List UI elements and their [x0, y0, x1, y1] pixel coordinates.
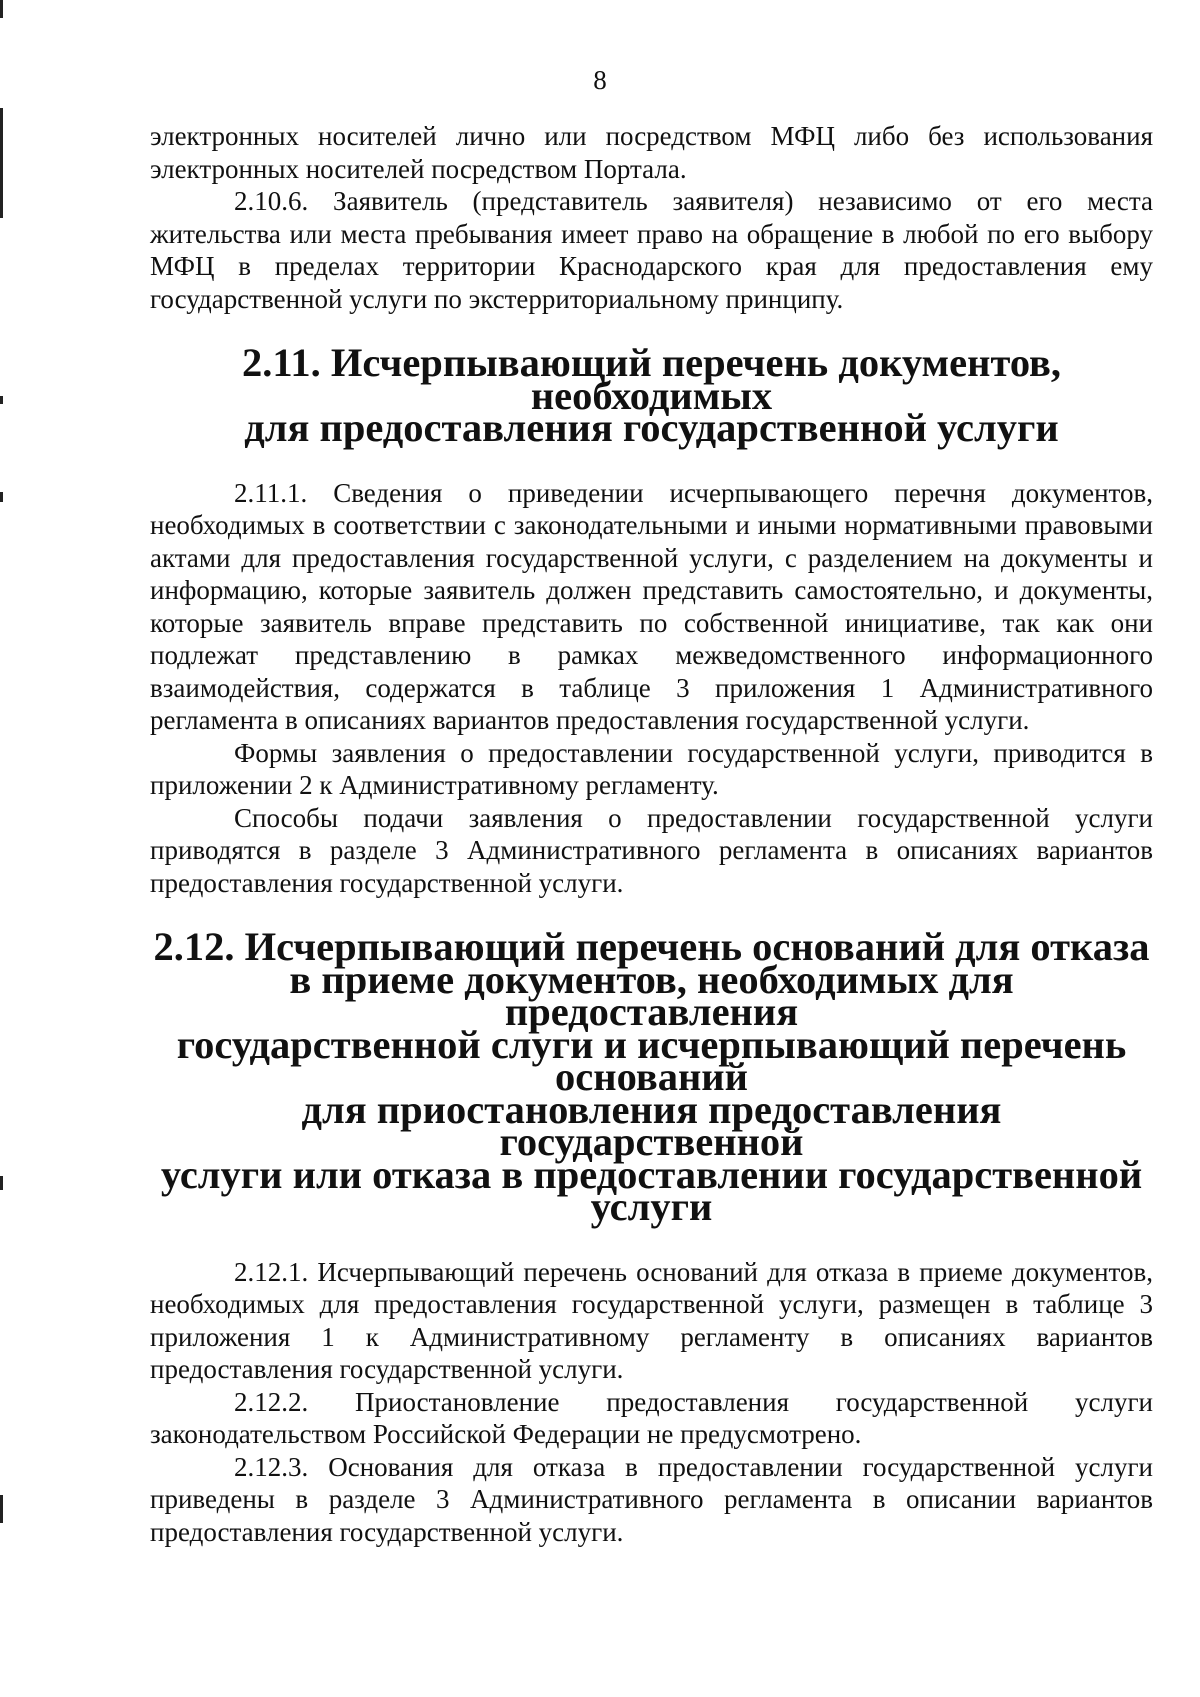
paragraph-2-10-6: 2.10.6. Заявитель (представитель заявителя) независимо от его места жительства или места пребывания имеет право на обращение в любой по его выбору МФЦ в пределах территории Краснодарского края для предоставления ему государственной услуги по экстерриториальному принципу.	[150, 186, 1153, 314]
scan-edge-mark	[0, 0, 3, 18]
heading-line: государственной слуги и исчерпывающий перечень оснований	[176, 1021, 1127, 1099]
heading-line: в приеме документов, необходимых для предоставления	[289, 956, 1014, 1034]
document-body	[150, 120, 1153, 1548]
paragraph-submission-methods: Способы подачи заявления о предоставлении государственной услуги приводятся в разделе 3 Административного регламента в описаниях вариантов предоставления государственной услуги.	[150, 802, 1153, 898]
heading-line: для приостановления предоставления государственной	[301, 1086, 1002, 1164]
scan-edge-mark	[0, 492, 3, 502]
paragraph-continuation: электронных носителей лично или посредством МФЦ либо без использования электронных носителей посредством Портала.	[150, 121, 1153, 184]
heading-line: для предоставления государственной услуги	[244, 405, 1059, 450]
scan-edge-mark	[0, 1176, 3, 1190]
scan-edge-mark	[0, 1495, 3, 1523]
paragraph-2-11-1: 2.11.1. Сведения о приведении исчерпывающего перечня документов, необходимых в соответствии с законодательными и иными нормативными правовыми актами для предоставления государственной услуги, с разделением на документы и информацию, которые заявитель должен представить самостоятельно, и документы, которые заявитель вправе представить по собственной инициативе, так как они подлежат представлению в рамках межведомственного информационного взаимодействия, содержатся в таблице 3 приложения 1 Административного регламента в описаниях вариантов предоставления государственной услуги.	[150, 477, 1153, 735]
heading-line: услуги или отказа в предоставлении государственной услуги	[160, 1151, 1143, 1229]
section-heading-2-11	[150, 340, 1153, 450]
section-heading-2-12	[150, 924, 1153, 1229]
heading-line: 2.11. Исчерпывающий перечень документов, необходимых	[241, 340, 1062, 418]
paragraph-2-12-3: 2.12.3. Основания для отказа в предоставлении государственной услуги приведены в разделе 3 Административного регламента в описании вариантов предоставления государственной услуги.	[150, 1451, 1153, 1547]
page-number: 8	[593, 65, 607, 95]
scan-edge-mark	[0, 396, 3, 404]
paragraph-forms: Формы заявления о предоставлении государственной услуги, приводится в приложении 2 к Административному регламенту.	[150, 737, 1153, 800]
heading-line: 2.12. Исчерпывающий перечень оснований для отказа	[153, 924, 1150, 969]
paragraph-2-12-2: 2.12.2. Приостановление предоставления государственной услуги законодательством Российской Федерации не предусмотрено.	[150, 1386, 1153, 1449]
scan-edge-mark	[0, 108, 3, 218]
paragraph-2-12-1: 2.12.1. Исчерпывающий перечень оснований для отказа в приеме документов, необходимых для предоставления государственной услуги, размещен в таблице 3 приложения 1 к Административному регламенту в описаниях вариантов предоставления государственной услуги.	[150, 1256, 1153, 1384]
